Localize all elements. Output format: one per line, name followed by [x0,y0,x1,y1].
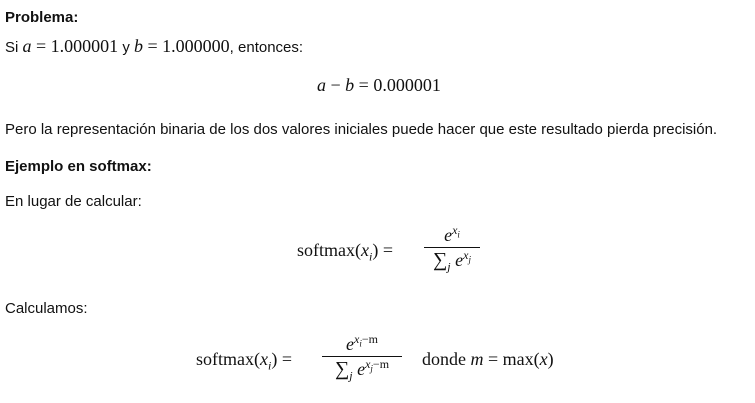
softmax-denominator: $\sum_j$ $e^{x_j}$ [433,248,471,274]
softmax-formula-lhs: $softmax(x_i)$ = [297,240,393,264]
fraction-bar [322,356,402,357]
where-clause: donde m = max(x) [422,349,554,369]
fraction-bar [424,247,480,248]
inline-math-b: b = 1.000000 [134,36,230,56]
inline-math-a: a = 1.000001 [22,36,119,56]
precision-explanation: Pero la representación binaria de los dos valores iniciales puede hacer que este resultado pierda precisión. [5,121,718,138]
stable-softmax-numerator: $e^{x_i-m}$ [346,332,378,354]
intro-suffix: , entonces: [229,39,304,56]
intro-prefix: Si [5,39,19,56]
stable-softmax-fraction [322,332,402,383]
softmax-numerator: $e^{x_i}$ [444,223,460,245]
stable-softmax-lhs: $softmax(x_i)$ = [196,349,292,373]
problem-intro [5,36,303,58]
stable-softmax-denominator: $\sum_j$ $e^{x_j-m}$ [334,357,390,383]
softmax-fraction [424,223,480,274]
problem-heading: Problema: [5,9,79,26]
subtraction-equation: a − b = 0.000001 [317,75,441,95]
example-heading: Ejemplo en softmax: [5,158,152,175]
calc-text: Calculamos: [5,300,88,317]
instead-text: En lugar de calcular: [5,193,142,210]
intro-conjunction: y [122,39,130,56]
